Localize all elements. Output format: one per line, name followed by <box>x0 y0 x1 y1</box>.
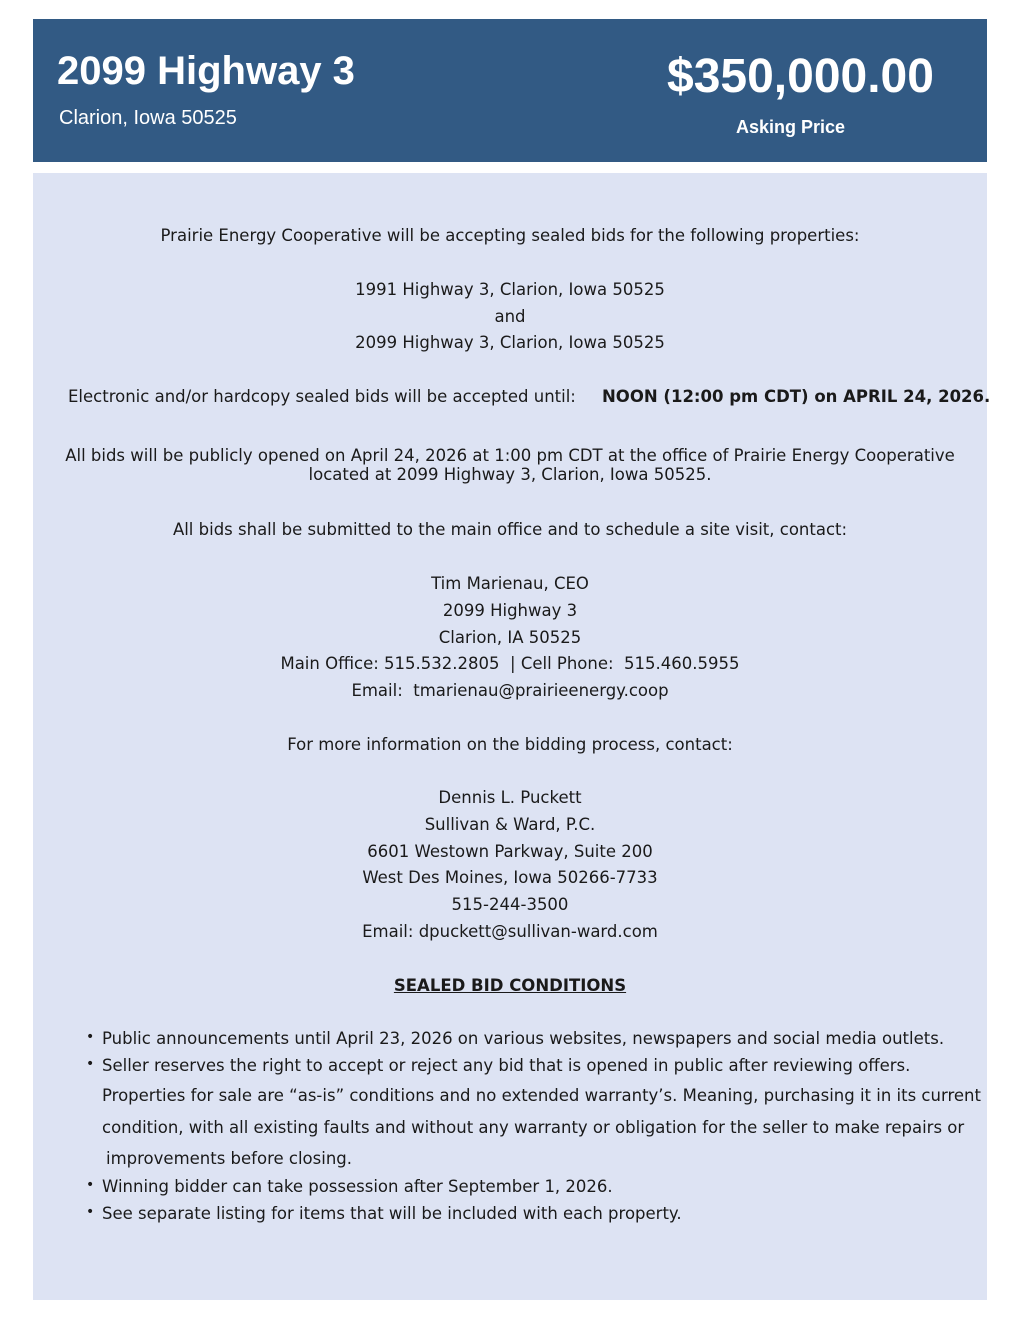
property-first: 1991 Highway 3, Clarion, Iowa 50525 <box>355 280 665 299</box>
contact1-name: Tim Marienau, CEO <box>431 574 589 593</box>
contact1-email: Email: tmarienau@prairieenergy.coop <box>351 681 669 700</box>
listing-header <box>33 19 987 162</box>
contact2-email: Email: dpuckett@sullivan-ward.com <box>362 922 658 941</box>
contact2-phone: 515-244-3500 <box>451 895 569 914</box>
bullet-icon: • <box>86 1056 95 1072</box>
property-second: 2099 Highway 3, Clarion, Iowa 50525 <box>355 333 665 352</box>
contact2-city: West Des Moines, Iowa 50266-7733 <box>362 868 658 887</box>
contact2-firm: Sullivan & Ward, P.C. <box>424 815 596 834</box>
opening-line-2: located at 2099 Highway 3, Clarion, Iowa 50525. <box>308 465 712 484</box>
intro-text: Prairie Energy Cooperative will be accepting sealed bids for the following properties: <box>160 226 860 245</box>
asking-price: $350,000.00 <box>667 50 934 103</box>
bid-deadline-label: Electronic and/or hardcopy sealed bids will be accepted until: <box>68 387 576 406</box>
contact1-city: Clarion, IA 50525 <box>438 628 582 647</box>
conditions-heading: SEALED BID CONDITIONS <box>393 976 627 995</box>
property-address-title: 2099 Highway 3 <box>57 49 355 93</box>
condition-note-text: Properties for sale are “as-is” conditions and no extended warranty’s. Meaning, purchasing it in its current <box>102 1086 981 1105</box>
bid-deadline-value: NOON (12:00 pm CDT) on APRIL 24, 2026. <box>602 387 991 406</box>
condition-text: Public announcements until April 23, 2026 on various websites, newspapers and social media outlets. <box>102 1029 945 1048</box>
condition-text: Seller reserves the right to accept or reject any bid that is opened in public after reviewing offers. <box>102 1056 911 1075</box>
bullet-icon: • <box>86 1029 95 1045</box>
asking-price-label: Asking Price <box>736 117 846 137</box>
condition-text: Winning bidder can take possession after September 1, 2026. <box>102 1177 613 1196</box>
bullet-icon: • <box>86 1177 95 1193</box>
condition-note-text: improvements before closing. <box>106 1149 353 1168</box>
property-city-line: Clarion, Iowa 50525 <box>59 107 237 129</box>
submit-note: All bids shall be submitted to the main office and to schedule a site visit, contact: <box>172 520 848 539</box>
condition-note-text: condition, with all existing faults and without any warranty or obligation for the seller to make repairs or <box>102 1118 965 1137</box>
bullet-icon: • <box>86 1204 95 1220</box>
contact2-street: 6601 Westown Parkway, Suite 200 <box>367 842 653 861</box>
contact1-street: 2099 Highway 3 <box>442 601 578 620</box>
more-info-text: For more information on the bidding process, contact: <box>287 735 733 754</box>
contact1-phones: Main Office: 515.532.2805 | Cell Phone: 515.460.5955 <box>280 654 740 673</box>
bid-notice-body <box>33 173 991 1300</box>
contact2-name: Dennis L. Puckett <box>438 788 582 807</box>
opening-line-1: All bids will be publicly opened on April 24, 2026 at 1:00 pm CDT at the office of Prairie Energy Cooperative <box>65 446 955 465</box>
property-joiner: and <box>494 307 526 326</box>
condition-text: See separate listing for items that will be included with each property. <box>102 1204 682 1223</box>
